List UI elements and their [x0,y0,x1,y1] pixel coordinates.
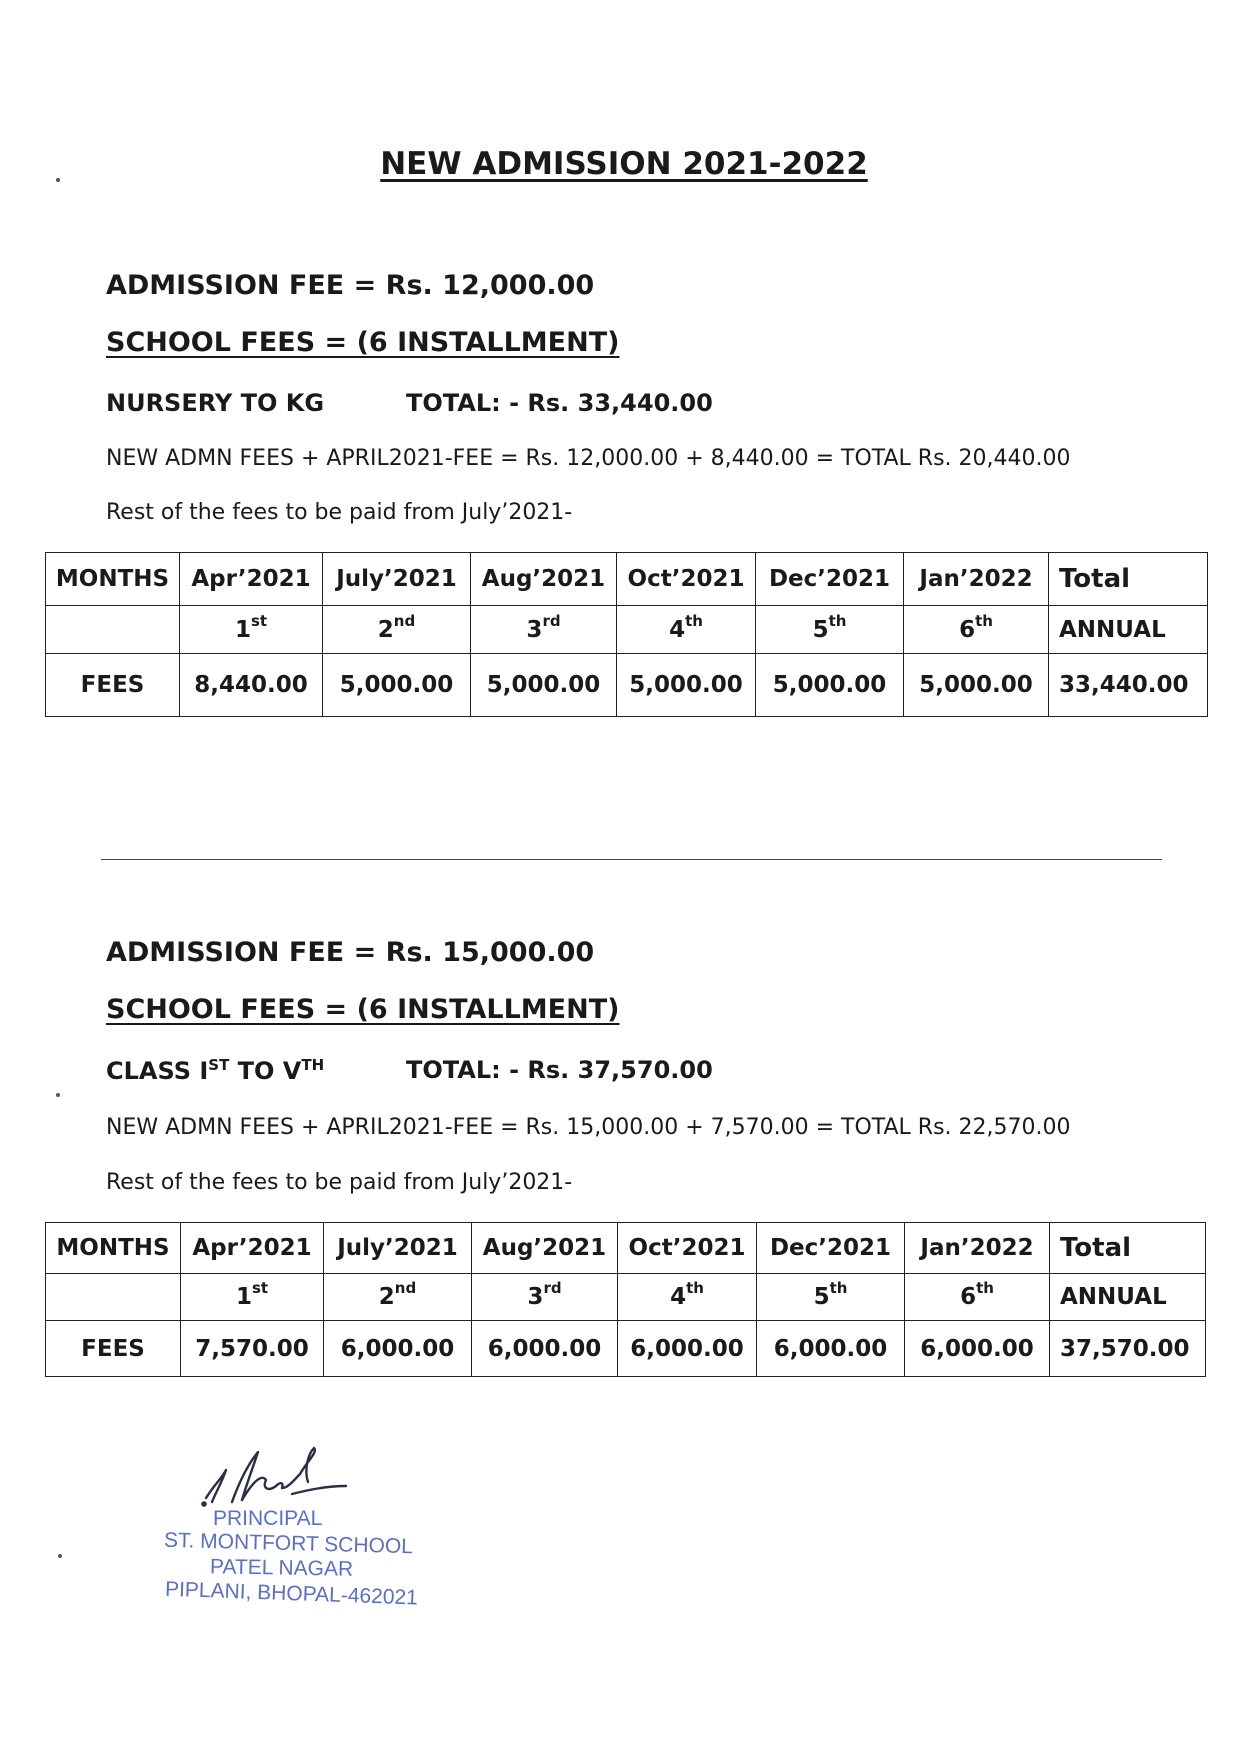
class-label: CLASS IST TO VTH [106,1056,325,1085]
fee-cell: 6,000.00 [905,1321,1050,1377]
installment-cell: 2nd [324,1274,472,1321]
rest-of-fees-note: Rest of the fees to be paid from July’2021- [106,1170,573,1195]
fee-cell: 5,000.00 [904,654,1049,717]
fee-cell: 5,000.00 [471,654,617,717]
stamp-line: PIPLANI, BHOPAL-462021 [164,1577,419,1610]
month-cell: Aug’2021 [471,553,617,606]
annual-total: 33,440.00 [1049,654,1208,717]
section-divider [101,859,1162,860]
installment-cell: 4th [618,1274,757,1321]
installment-cell: 6th [904,606,1049,654]
class-total-line [106,1056,713,1085]
fee-calculation: NEW ADMN FEES + APRIL2021-FEE = Rs. 12,000.00 + 8,440.00 = TOTAL Rs. 20,440.00 [106,446,1071,471]
installment-cell: 1st [180,606,323,654]
stamp-line: ST. MONTFORT SCHOOL [163,1528,414,1559]
installment-cell: 2nd [323,606,471,654]
month-cell: July’2021 [323,553,471,606]
installment-cell: 3rd [471,606,617,654]
fee-table [45,552,1208,717]
total-header: Total [1050,1223,1206,1274]
page-title: NEW ADMISSION 2021-2022 [380,146,868,182]
class-label: NURSERY TO KG [106,389,325,417]
fee-cell: 6,000.00 [324,1321,472,1377]
rest-of-fees-note: Rest of the fees to be paid from July’2021- [106,500,573,525]
empty-cell [46,1274,181,1321]
months-header: MONTHS [46,1223,181,1274]
fee-calculation: NEW ADMN FEES + APRIL2021-FEE = Rs. 15,000.00 + 7,570.00 = TOTAL Rs. 22,570.00 [106,1115,1071,1140]
fee-table [45,1222,1206,1377]
installment-cell: 5th [757,1274,905,1321]
fee-cell: 5,000.00 [756,654,904,717]
annual-label: ANNUAL [1049,606,1208,654]
class-total: TOTAL: - Rs. 33,440.00 [406,389,713,417]
month-cell: Jan’2022 [905,1223,1050,1274]
fee-cell: 6,000.00 [472,1321,618,1377]
month-cell: Aug’2021 [472,1223,618,1274]
month-cell: July’2021 [324,1223,472,1274]
class-total: TOTAL: - Rs. 37,570.00 [406,1056,713,1084]
principal-stamp [160,1506,419,1610]
month-cell: Dec’2021 [756,553,904,606]
class-total-line [106,389,713,417]
annual-label: ANNUAL [1050,1274,1206,1321]
fees-header: FEES [46,1321,181,1377]
scan-speck [58,1554,62,1558]
fee-cell: 6,000.00 [618,1321,757,1377]
school-fees-heading: SCHOOL FEES = (6 INSTALLMENT) [106,994,620,1025]
fee-cell: 5,000.00 [617,654,756,717]
month-cell: Oct’2021 [617,553,756,606]
total-header: Total [1049,553,1208,606]
installment-cell: 5th [756,606,904,654]
installment-cell: 6th [905,1274,1050,1321]
school-fees-heading: SCHOOL FEES = (6 INSTALLMENT) [106,327,620,358]
installment-cell: 1st [181,1274,324,1321]
admission-fee-heading: ADMISSION FEE = Rs. 12,000.00 [106,270,595,301]
stamp-line: PATEL NAGAR [209,1555,354,1581]
fee-cell: 5,000.00 [323,654,471,717]
empty-cell [46,606,180,654]
month-cell: Oct’2021 [618,1223,757,1274]
scan-speck [56,1093,60,1097]
stamp-line: PRINCIPAL [213,1507,323,1530]
month-cell: Apr’2021 [180,553,323,606]
fee-cell: 7,570.00 [181,1321,324,1377]
scan-speck [56,178,60,182]
installment-cell: 4th [617,606,756,654]
admission-fee-heading: ADMISSION FEE = Rs. 15,000.00 [106,937,595,968]
installment-cell: 3rd [472,1274,618,1321]
month-cell: Dec’2021 [757,1223,905,1274]
fee-cell: 6,000.00 [757,1321,905,1377]
annual-total: 37,570.00 [1050,1321,1206,1377]
month-cell: Apr’2021 [181,1223,324,1274]
month-cell: Jan’2022 [904,553,1049,606]
fee-cell: 8,440.00 [180,654,323,717]
months-header: MONTHS [46,553,180,606]
fees-header: FEES [46,654,180,717]
